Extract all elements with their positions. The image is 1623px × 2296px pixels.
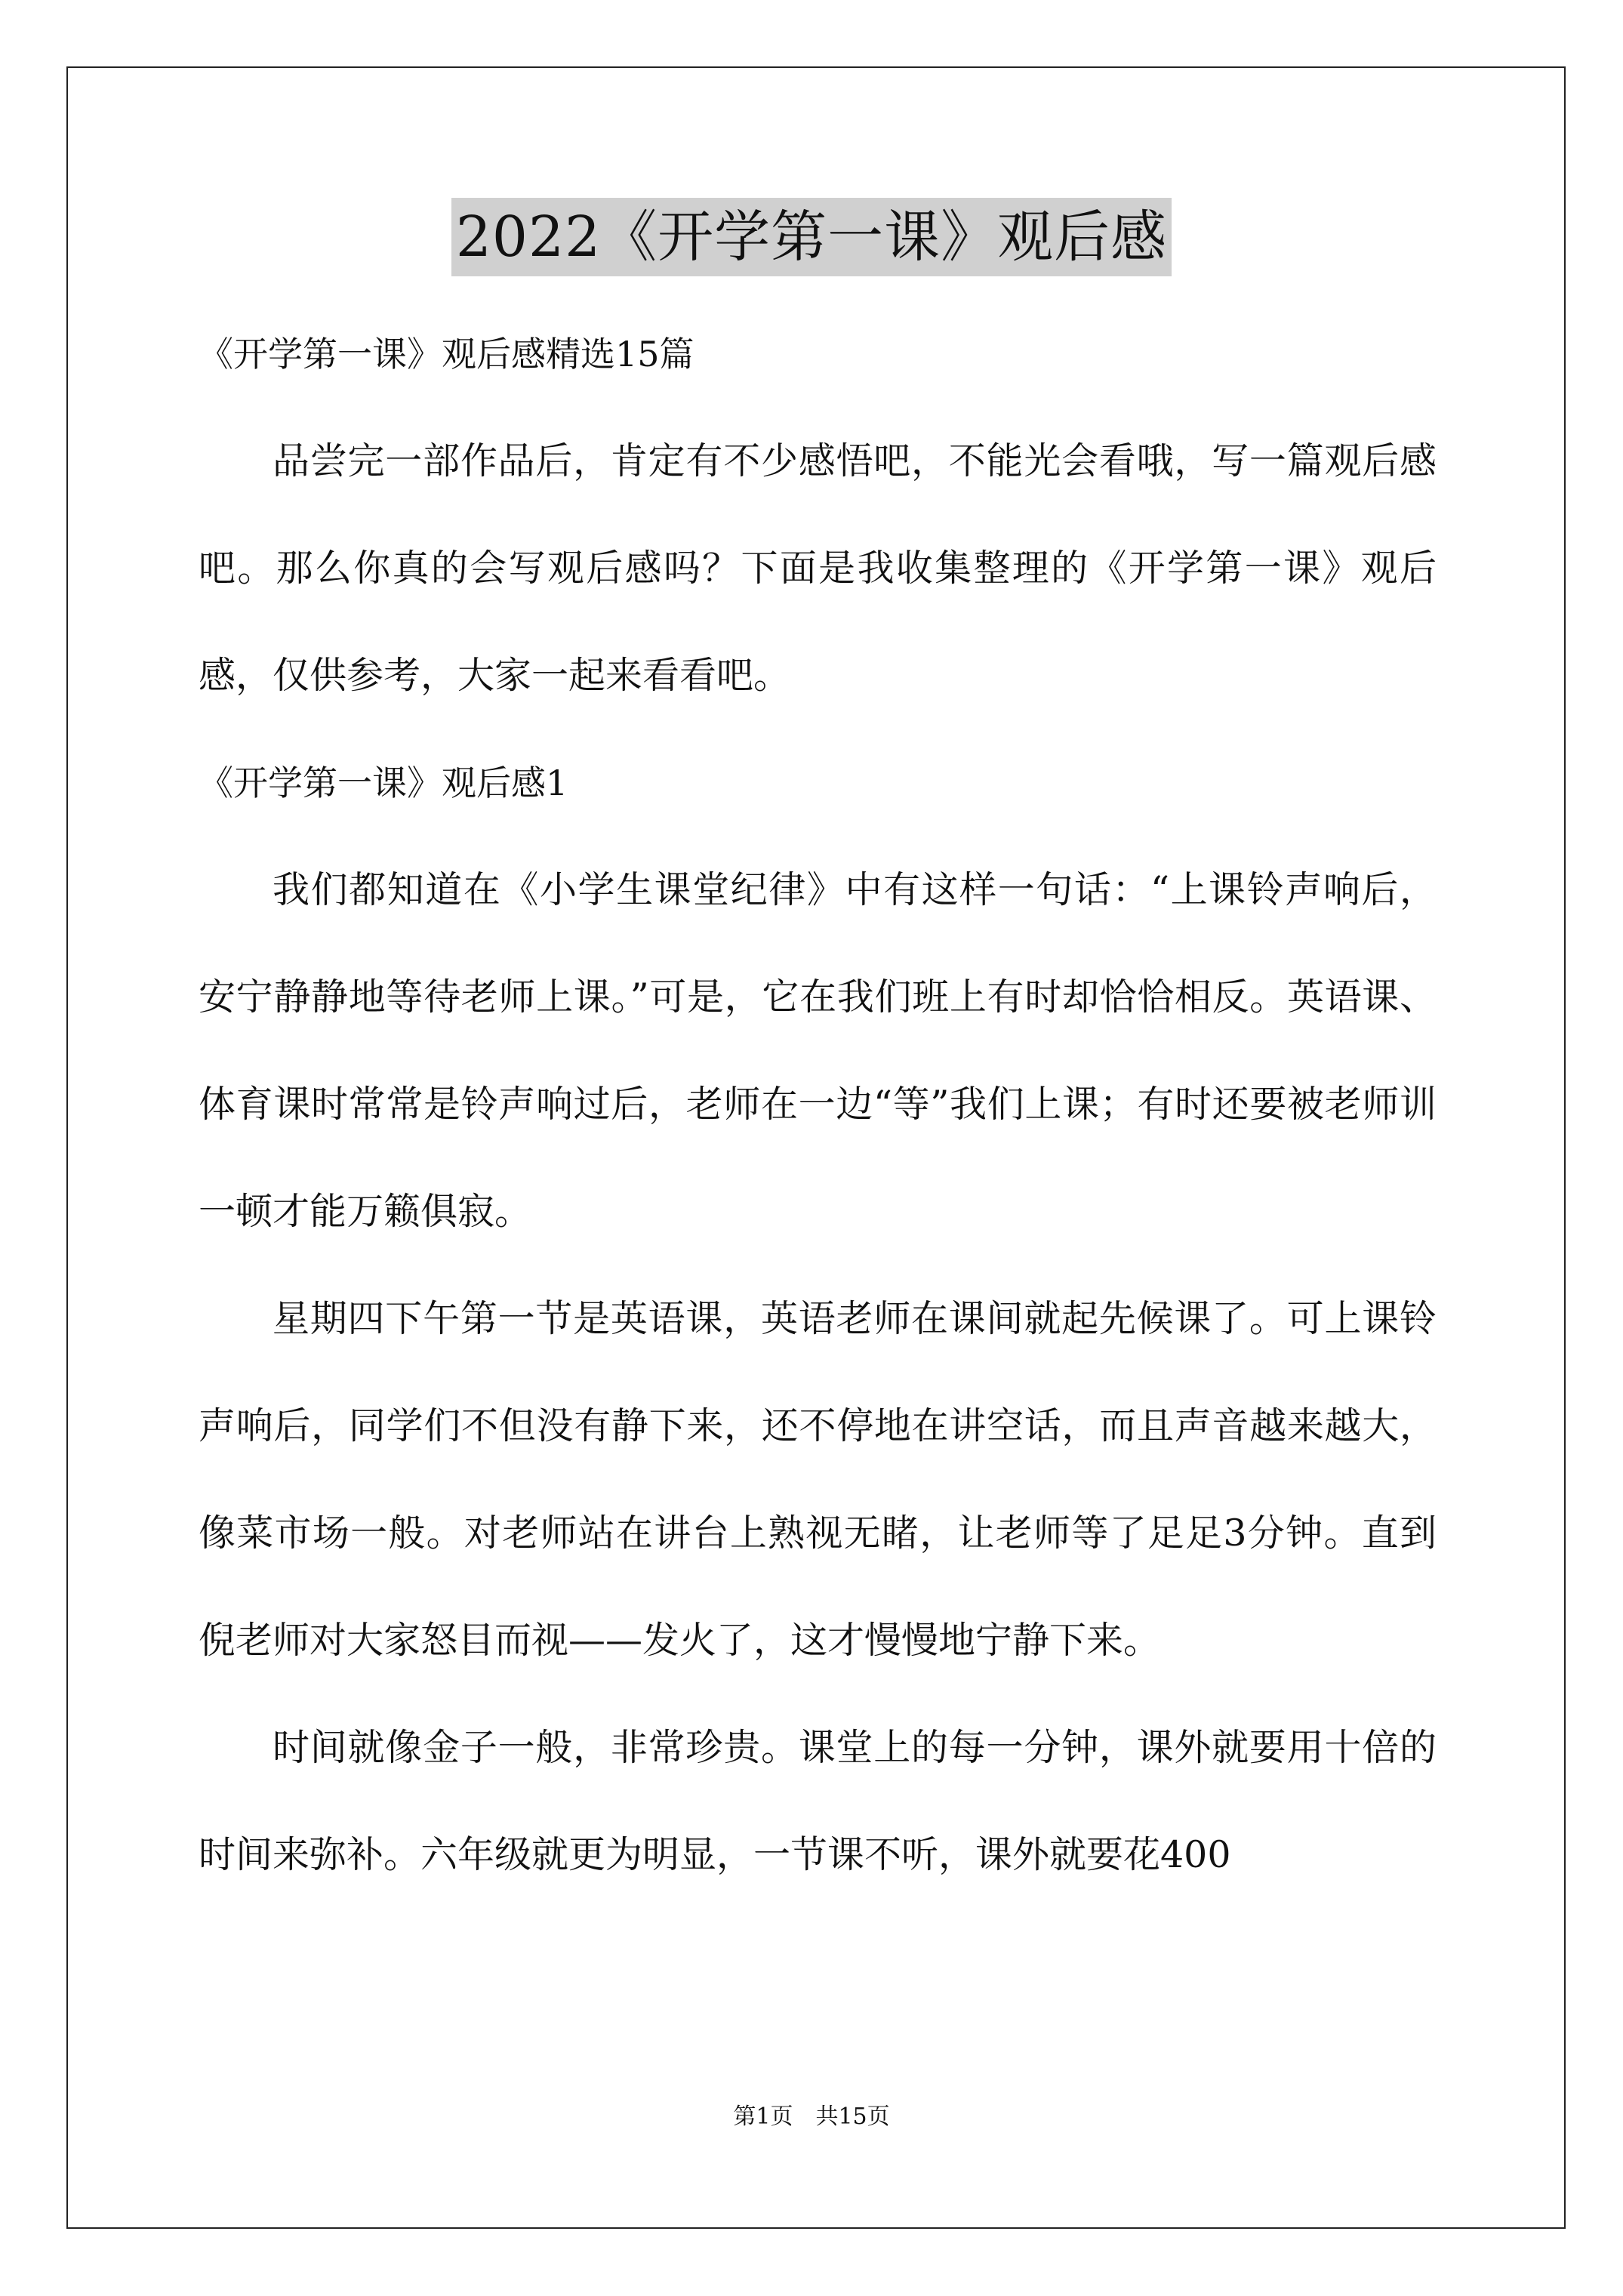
page-footer bbox=[0, 2102, 1623, 2132]
title-wrap bbox=[0, 198, 1623, 276]
document-subtitle: 《开学第一课》观后感精选15篇 bbox=[199, 334, 694, 374]
body-paragraph-3: 时间就像金子一般，非常珍贵。课堂上的每一分钟，课外就要用十倍的时间来弥补。六年级就更为明显，一节课不听，课外就要花400 bbox=[199, 1726, 1437, 1876]
document-body bbox=[199, 300, 1437, 1909]
body-paragraph-1: 我们都知道在《小学生课堂纪律》中有这样一句话：“上课铃声响后，安宁静静地等待老师上课。”可是，它在我们班上有时却恰恰相反。英语课、体育课时常常是铃声响过后，老师在一边“等”我们上课；有时还要被老师训一顿才能万籁俱寂。 bbox=[199, 868, 1437, 1233]
body-paragraph-2: 星期四下午第一节是英语课，英语老师在课间就起先候课了。可上课铃声响后，同学们不但没有静下来，还不停地在讲空话，而且声音越来越大，像菜市场一般。对老师站在讲台上熟视无睹，让老师等了足足3分钟。直到倪老师对大家怒目而视——发火了，这才慢慢地宁静下来。 bbox=[199, 1297, 1437, 1662]
page-total: 共15页 bbox=[815, 2103, 890, 2130]
document-title: 2022《开学第一课》观后感 bbox=[451, 198, 1172, 276]
page-number: 第1页 bbox=[733, 2103, 793, 2130]
intro-paragraph: 品尝完一部作品后，肯定有不少感悟吧，不能光会看哦，写一篇观后感吧。那么你真的会写观后感吗？下面是我收集整理的《开学第一课》观后感，仅供参考，大家一起来看看吧。 bbox=[199, 439, 1437, 697]
section-heading: 《开学第一课》观后感1 bbox=[199, 763, 568, 803]
